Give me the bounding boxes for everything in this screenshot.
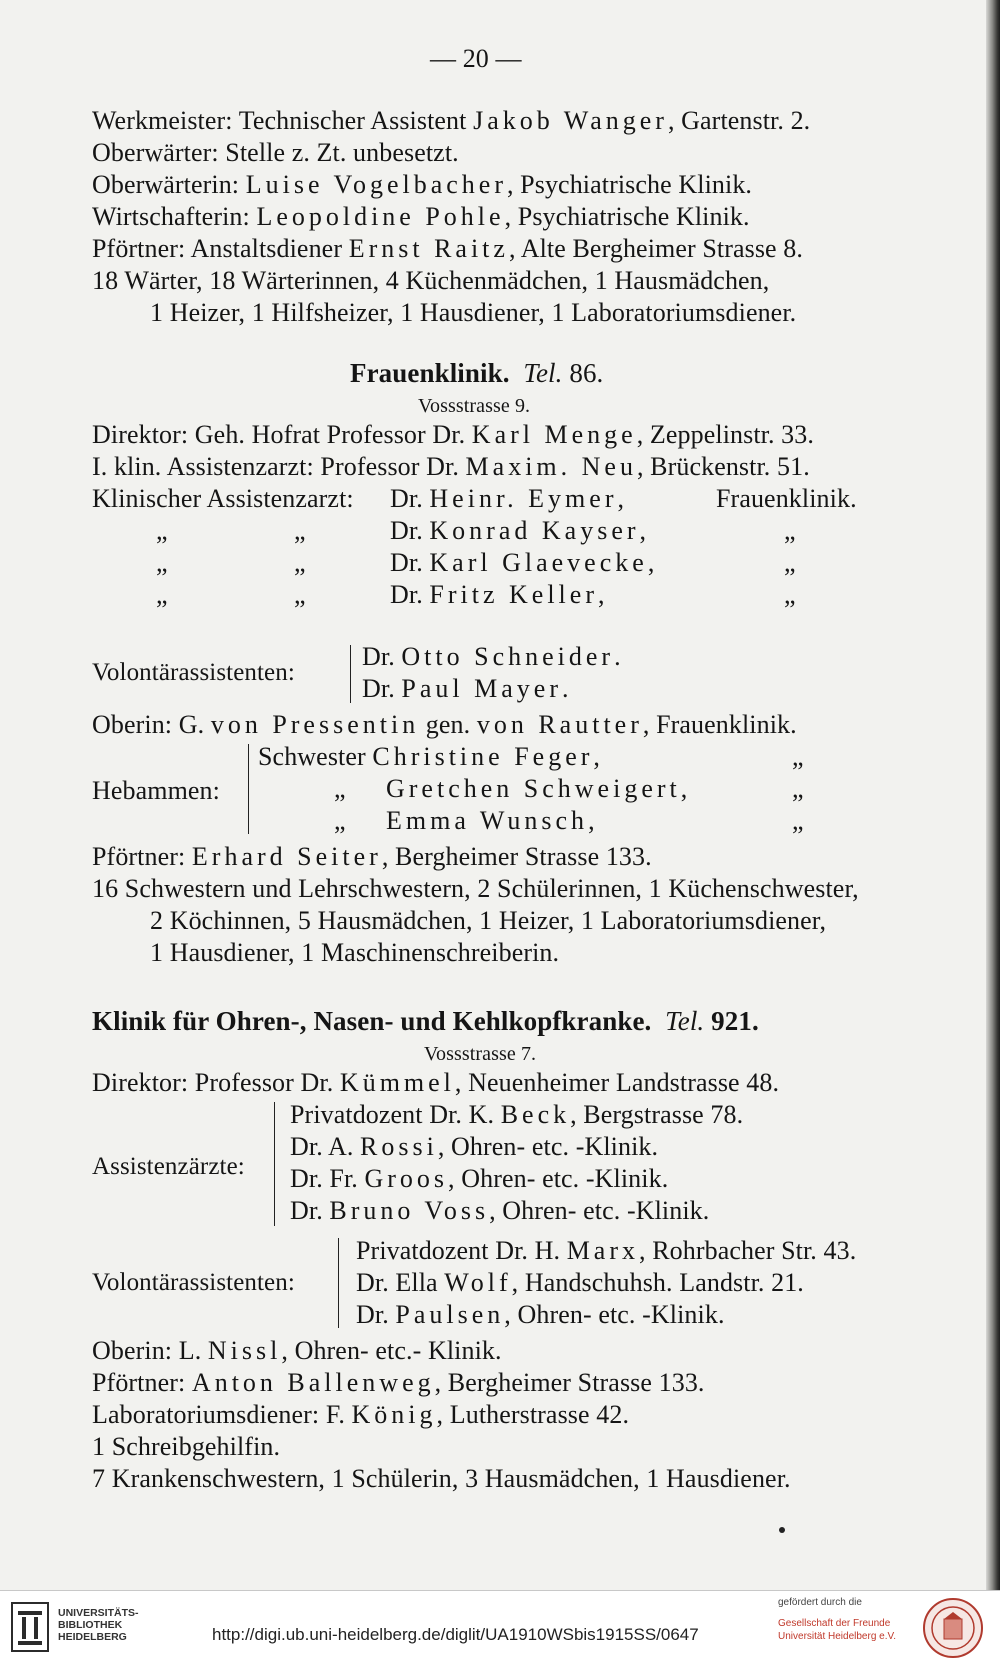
ohrenklinik-direktor: Direktor: Professor Dr. Kümmel, Neuenheimer Landstrasse 48. — [92, 1068, 780, 1097]
ditto-mark: „ — [792, 742, 804, 771]
ditto-mark: „ — [784, 580, 796, 609]
frauenklinik-oberin: Oberin: G. von Pressentin gen. von Rautter, Frauenklinik. — [92, 710, 797, 739]
wirtschafterin-line: Wirtschafterin: Leopoldine Pohle, Psychiatrische Klinik. — [92, 202, 750, 231]
frauenklinik-staff-2: 2 Köchinnen, 5 Hausmädchen, 1 Heizer, 1 Laboratoriumsdiener, — [150, 906, 827, 935]
volontaer-entry: Dr. Paul Mayer. — [362, 674, 569, 703]
volontaer-entry: Dr. Otto Schneider. — [362, 642, 621, 671]
assistant-row: Dr. Fritz Keller, — [390, 580, 605, 609]
ohrenklinik-oberin: Oberin: L. Nissl, Ohren- etc.- Klinik. — [92, 1336, 502, 1365]
assistant-place: Frauenklinik. — [716, 484, 857, 513]
page-edge-shadow — [986, 0, 1000, 1590]
assistant-row: Dr. Heinr. Eymer, — [390, 484, 625, 513]
funded-by-text: gefördert durch die — [778, 1597, 862, 1608]
society-name: Gesellschaft der Freunde Universität Heidelberg e.V. — [778, 1618, 897, 1642]
frauenklinik-pfoertner: Pförtner: Erhard Seiter, Bergheimer Strasse 133. — [92, 842, 652, 871]
ditto-mark: „ — [334, 774, 346, 803]
frauenklinik-heading: Frauenklinik. Tel. 86. — [350, 358, 604, 388]
ohrenklinik-staff: 7 Krankenschwestern, 1 Schülerin, 3 Hausmädchen, 1 Hausdiener. — [92, 1464, 791, 1493]
brace — [274, 1102, 275, 1226]
assistant-row: Dr. Karl Glaevecke, — [390, 548, 655, 577]
ditto-mark: „ — [156, 580, 168, 609]
ditto-mark: „ — [294, 548, 306, 577]
assistenzarzt-entry: Dr. Fr. Groos, Ohren- etc. -Klinik. — [290, 1164, 669, 1193]
klin-assistenzarzt-label: Klinischer Assistenzarzt: — [92, 484, 354, 513]
ohrenklinik-pfoertner: Pförtner: Anton Ballenweg, Bergheimer Strasse 133. — [92, 1368, 705, 1397]
hebammen-label: Hebammen: — [92, 776, 220, 805]
ohrenklinik-address: Vossstrasse 7. — [424, 1043, 537, 1065]
ditto-mark: „ — [792, 806, 804, 835]
volontaer-entry: Dr. Paulsen, Ohren- etc. -Klinik. — [356, 1300, 725, 1329]
oberwaerterin-line: Oberwärterin: Luise Vogelbacher, Psychiatrische Klinik. — [92, 170, 753, 199]
source-url-link[interactable]: http://digi.ub.uni-heidelberg.de/diglit/UA1910WSbis1915SS/0647 — [212, 1625, 699, 1644]
ohrenklinik-schreib: 1 Schreibgehilfin. — [92, 1432, 281, 1461]
assistenzarzt-entry: Dr. Bruno Voss, Ohren- etc. -Klinik. — [290, 1196, 710, 1225]
frauenklinik-direktor: Direktor: Geh. Hofrat Professor Dr. Karl Menge, Zeppelinstr. 33. — [92, 420, 814, 449]
brace — [338, 1238, 339, 1328]
frauenklinik-staff-1: 16 Schwestern und Lehrschwestern, 2 Schülerinnen, 1 Küchenschwester, — [92, 874, 859, 903]
page-number: — 20 — — [430, 44, 522, 73]
ditto-mark: „ — [294, 580, 306, 609]
pfoertner-line: Pförtner: Anstaltsdiener Ernst Raitz, Alte Bergheimer Strasse 8. — [92, 234, 803, 263]
hebamme-entry: Emma Wunsch, — [386, 806, 595, 835]
assistenzaerzte-label: Assistenzärzte: — [92, 1153, 245, 1180]
frauenklinik-staff-3: 1 Hausdiener, 1 Maschinenschreiberin. — [150, 938, 560, 967]
assistenzarzt-entry: Dr. A. Rossi, Ohren- etc. -Klinik. — [290, 1132, 659, 1161]
assistenzarzt-entry: Privatdozent Dr. K. Beck, Bergstrasse 78. — [290, 1100, 744, 1129]
staff-line-1: 18 Wärter, 18 Wärterinnen, 4 Küchenmädchen, 1 Hausmädchen, — [92, 266, 770, 295]
oberwaerter-line: Oberwärter: Stelle z. Zt. unbesetzt. — [92, 138, 459, 167]
volontaer-label: Volontärassistenten: — [92, 1269, 295, 1296]
university-seal-icon — [922, 1597, 984, 1659]
hebamme-entry: Schwester Christine Feger, — [258, 742, 600, 771]
ditto-mark: „ — [334, 806, 346, 835]
ditto-mark: „ — [156, 548, 168, 577]
ditto-mark: „ — [294, 516, 306, 545]
library-logo-icon — [10, 1601, 50, 1653]
ditto-mark: „ — [792, 774, 804, 803]
footer-bar — [0, 1590, 1000, 1665]
ditto-mark: „ — [156, 516, 168, 545]
staff-line-2: 1 Heizer, 1 Hilfsheizer, 1 Hausdiener, 1 Laboratoriumsdiener. — [150, 298, 797, 327]
werkmeister-line: Werkmeister: Technischer Assistent Jakob Wanger, Gartenstr. 2. — [92, 106, 811, 135]
assistant-row: Dr. Konrad Kayser, — [390, 516, 647, 545]
volontaer-entry: Dr. Ella Wolf, Handschuhsh. Landstr. 21. — [356, 1268, 804, 1297]
hebamme-entry: Gretchen Schweigert, — [386, 774, 688, 803]
frauenklinik-address: Vossstrasse 9. — [418, 395, 531, 417]
volontaer-label: Volontärassistenten: — [92, 659, 295, 686]
brace — [248, 744, 249, 834]
ditto-mark: „ — [784, 516, 796, 545]
library-name: UNIVERSITÄTS- BIBLIOTHEK HEIDELBERG — [58, 1607, 139, 1643]
print-dot — [779, 1527, 785, 1533]
volontaer-entry: Privatdozent Dr. H. Marx, Rohrbacher Str. 43. — [356, 1236, 857, 1265]
ditto-mark: „ — [784, 548, 796, 577]
brace — [350, 645, 351, 703]
ohrenklinik-heading: Klinik für Ohren-, Nasen- und Kehlkopfkranke. Tel. 921. — [92, 1006, 759, 1036]
frauenklinik-assistent-1: I. klin. Assistenzarzt: Professor Dr. Maxim. Neu, Brückenstr. 51. — [92, 452, 810, 481]
ohrenklinik-labdiener: Laboratoriumsdiener: F. König, Lutherstrasse 42. — [92, 1400, 630, 1429]
